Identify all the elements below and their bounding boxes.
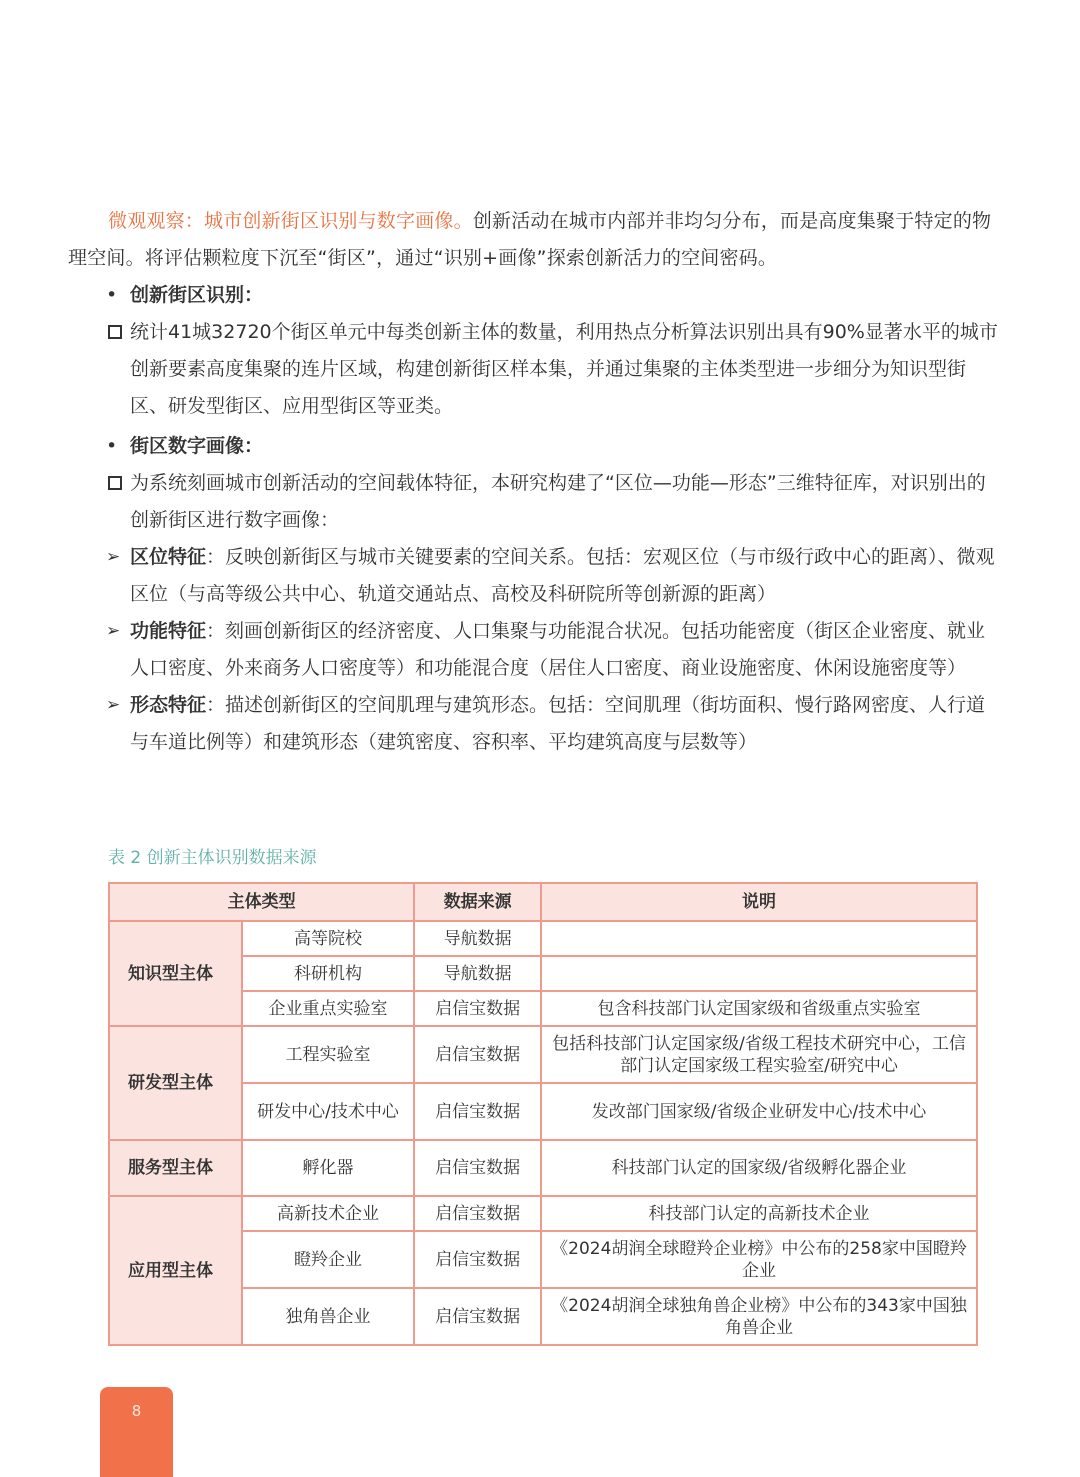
table-row bbox=[109, 1196, 977, 1231]
identify-text: 统计41城32720个街区单元中每类创新主体的数量，利用热点分析算法识别出具有90%显著水平的城市创新要素高度集聚的连片区域，构建创新街区样本集，并通过集聚的主体类型进一步细分为知识型街区、研发型街区、应用型街区等亚类。 bbox=[130, 321, 998, 417]
intro-paragraph bbox=[68, 203, 998, 277]
table-row bbox=[109, 1026, 977, 1083]
arrow-bullet-icon: ➢ bbox=[106, 621, 121, 641]
source-cell: 启信宝数据 bbox=[414, 1140, 541, 1196]
source-cell: 启信宝数据 bbox=[414, 1026, 541, 1083]
category-cell: 知识型主体 bbox=[109, 921, 242, 1026]
note-cell bbox=[541, 956, 977, 991]
subtype-cell: 高等院校 bbox=[242, 921, 415, 956]
note-cell: 包括科技部门认定国家级/省级工程技术研究中心，工信部门认定国家级工程实验室/研究中心 bbox=[541, 1026, 977, 1083]
page-number: 8 bbox=[131, 1402, 142, 1420]
source-cell: 导航数据 bbox=[414, 921, 541, 956]
arrow-bullet-icon: ➢ bbox=[106, 547, 121, 567]
table-caption: 表 2 创新主体识别数据来源 bbox=[108, 848, 317, 868]
identify-title: 创新街区识别： bbox=[130, 284, 264, 306]
table-row bbox=[109, 921, 977, 956]
subtype-cell: 高新技术企业 bbox=[242, 1196, 415, 1231]
feature-text: ：刻画创新街区的经济密度、人口集聚与功能混合状况。包括功能密度（街区企业密度、就业人口密度、外来商务人口密度等）和功能混合度（居住人口密度、商业设施密度、休闲设施密度等） bbox=[130, 620, 986, 679]
source-cell: 启信宝数据 bbox=[414, 1231, 541, 1288]
subtype-cell: 科研机构 bbox=[242, 956, 415, 991]
note-cell bbox=[541, 921, 977, 956]
feature-form-row bbox=[68, 687, 998, 761]
feature-text: ：描述创新街区的空间肌理与建筑形态。包括：空间肌理（街坊面积、慢行路网密度、人行道与车道比例等）和建筑形态（建筑密度、容积率、平均建筑高度与层数等） bbox=[130, 694, 986, 753]
square-bullet-icon bbox=[108, 476, 122, 490]
note-cell: 《2024胡润全球独角兽企业榜》中公布的343家中国独角兽企业 bbox=[541, 1288, 977, 1345]
data-source-table bbox=[108, 882, 978, 1346]
source-cell: 启信宝数据 bbox=[414, 1288, 541, 1345]
feature-location-row bbox=[68, 539, 998, 613]
note-cell: 科技部门认定的国家级/省级孵化器企业 bbox=[541, 1140, 977, 1196]
subtype-cell: 企业重点实验室 bbox=[242, 991, 415, 1026]
bullet-icon: • bbox=[106, 284, 118, 306]
identify-body-row bbox=[68, 314, 998, 425]
table-header-row bbox=[109, 883, 977, 921]
feature-label: 区位特征 bbox=[130, 546, 207, 568]
subtype-cell: 瞪羚企业 bbox=[242, 1231, 415, 1288]
feature-label: 功能特征 bbox=[130, 620, 207, 642]
header-note: 说明 bbox=[541, 883, 977, 921]
portrait-title-row bbox=[68, 428, 998, 465]
note-cell: 科技部门认定的高新技术企业 bbox=[541, 1196, 977, 1231]
subtype-cell: 研发中心/技术中心 bbox=[242, 1083, 415, 1140]
feature-function-row bbox=[68, 613, 998, 687]
feature-label: 形态特征 bbox=[130, 694, 207, 716]
category-cell: 服务型主体 bbox=[109, 1140, 242, 1196]
portrait-title: 街区数字画像： bbox=[130, 435, 264, 457]
bullet-icon: • bbox=[106, 435, 118, 457]
intro-heading: 微观观察：城市创新街区识别与数字画像。 bbox=[108, 210, 473, 232]
note-cell: 包含科技部门认定国家级和省级重点实验室 bbox=[541, 991, 977, 1026]
main-content bbox=[68, 203, 998, 761]
feature-text: ：反映创新街区与城市关键要素的空间关系。包括：宏观区位（与市级行政中心的距离）、微观区位（与高等级公共中心、轨道交通站点、高校及科研院所等创新源的距离） bbox=[130, 546, 995, 605]
identify-title-row bbox=[68, 277, 998, 314]
subtype-cell: 工程实验室 bbox=[242, 1026, 415, 1083]
header-source: 数据来源 bbox=[414, 883, 541, 921]
arrow-bullet-icon: ➢ bbox=[106, 695, 121, 715]
subtype-cell: 独角兽企业 bbox=[242, 1288, 415, 1345]
category-cell: 应用型主体 bbox=[109, 1196, 242, 1345]
source-cell: 启信宝数据 bbox=[414, 1083, 541, 1140]
subtype-cell: 孵化器 bbox=[242, 1140, 415, 1196]
page-number-tab bbox=[100, 1387, 173, 1477]
note-cell: 发改部门国家级/省级企业研发中心/技术中心 bbox=[541, 1083, 977, 1140]
portrait-text: 为系统刻画城市创新活动的空间载体特征，本研究构建了“区位—功能—形态”三维特征库，对识别出的创新街区进行数字画像： bbox=[130, 472, 986, 531]
source-cell: 启信宝数据 bbox=[414, 1196, 541, 1231]
table-row bbox=[109, 1140, 977, 1196]
header-type: 主体类型 bbox=[109, 883, 414, 921]
portrait-body-row bbox=[68, 465, 998, 539]
intro-text: 创新活动在城市内部并非均匀分布，而是高度集聚于特定的物理空间。将评估颗粒度下沉至“街区”，通过“识别+画像”探索创新活力的空间密码。 bbox=[68, 210, 992, 269]
note-cell: 《2024胡润全球瞪羚企业榜》中公布的258家中国瞪羚企业 bbox=[541, 1231, 977, 1288]
square-bullet-icon bbox=[108, 325, 122, 339]
source-cell: 导航数据 bbox=[414, 956, 541, 991]
source-cell: 启信宝数据 bbox=[414, 991, 541, 1026]
category-cell: 研发型主体 bbox=[109, 1026, 242, 1140]
